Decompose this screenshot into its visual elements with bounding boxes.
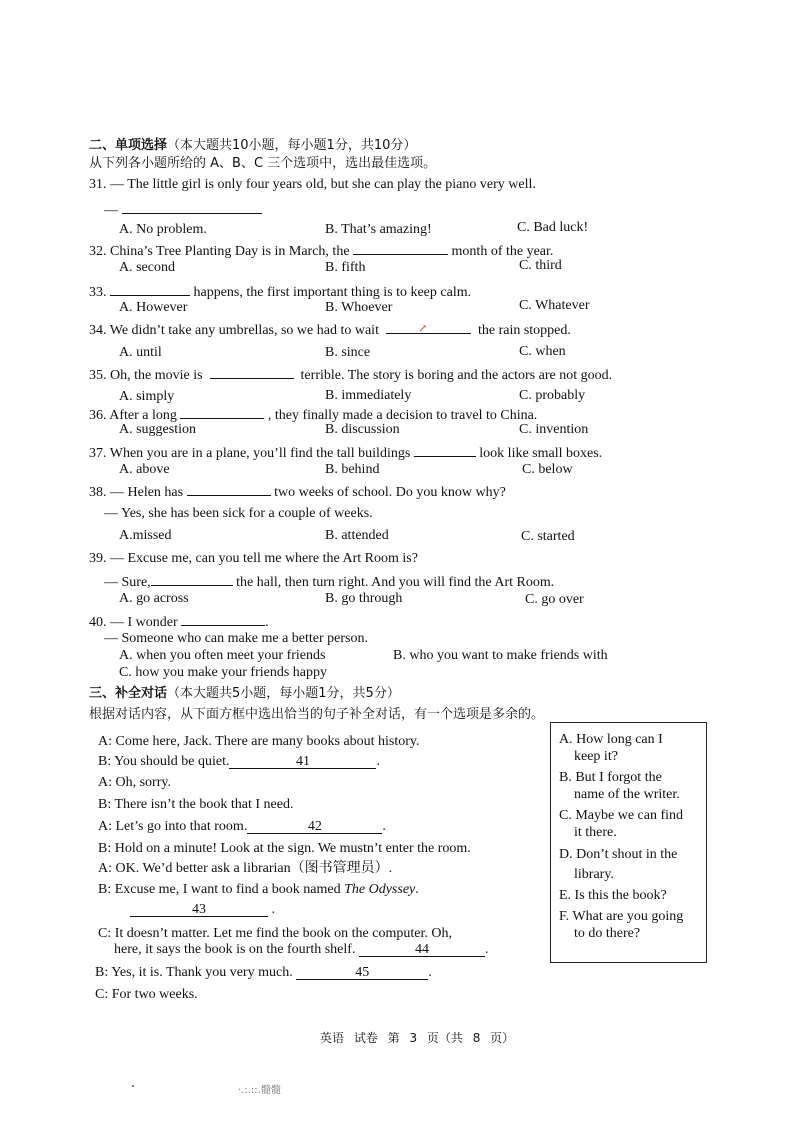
blank-43: 43 xyxy=(130,903,268,917)
section2-title-bold: 二、单项选择 xyxy=(89,138,168,153)
dialogue-line-7: A: OK. We’d better ask a librarian（图书管理员）. xyxy=(98,861,393,876)
q38-option-b: B. attended xyxy=(325,528,389,543)
q39-reply: — Sure, the hall, then turn right. And you will find the Art Room. xyxy=(104,572,554,591)
q32-option-b: B. fifth xyxy=(325,260,366,275)
q34-option-c: C. when xyxy=(519,344,566,359)
dialogue-line-6: B: Hold on a minute! Look at the sign. We mustn’t enter the room. xyxy=(98,841,471,856)
q37-blank xyxy=(414,443,476,457)
section2-title xyxy=(89,137,416,154)
blank-44: 44 xyxy=(359,943,485,957)
option-d: D. Don’t shout in the library. xyxy=(559,847,678,882)
dialogue-line-4: B: There isn’t the book that I need. xyxy=(98,797,294,812)
blank-41: 41 xyxy=(229,755,376,769)
q31-option-b: B. That’s amazing! xyxy=(325,222,432,237)
option-e: E. Is this the book? xyxy=(559,888,667,903)
q34-blank xyxy=(386,320,471,334)
q31-option-c: C. Bad luck! xyxy=(517,220,589,235)
blank-42: 42 xyxy=(247,820,382,834)
dialogue-line-5: A: Let’s go into that room. 42 . xyxy=(98,819,386,834)
q34-option-a: A. until xyxy=(119,345,162,360)
dialogue-line-3: A: Oh, sorry. xyxy=(98,775,171,790)
q40-option-c: C. how you make your friends happy xyxy=(119,665,328,680)
q36-option-c: C. invention xyxy=(519,422,589,437)
q36-option-a: A. suggestion xyxy=(119,422,196,437)
q36-blank xyxy=(180,405,264,419)
section3-title-rest: （本大题共5小题，每小题1分，共5分） xyxy=(167,686,400,701)
q35-option-c: C. probably xyxy=(519,388,586,403)
q38-reply: — Yes, she has been sick for a couple of weeks. xyxy=(104,506,373,521)
section3-title-bold: 三、补全对话 xyxy=(89,686,168,701)
section3-instruction: 根据对话内容，从下面方框中选出恰当的句子补全对话，有一个选项是多余的。 xyxy=(89,707,545,722)
dialogue-line-13: C: For two weeks. xyxy=(95,987,198,1002)
q37-option-c: C. below xyxy=(522,462,573,477)
q33-blank xyxy=(110,282,190,296)
q40-option-b: B. who you want to make friends with xyxy=(393,648,608,663)
q31-blank xyxy=(122,200,262,214)
blank-45: 45 xyxy=(296,966,428,980)
q35-blank xyxy=(210,365,294,379)
dialogue-line-2: B: You should be quiet. 41 . xyxy=(98,754,380,769)
q39-blank xyxy=(151,572,233,586)
q32-option-a: A. second xyxy=(119,260,175,275)
q39-option-b: B. go through xyxy=(325,591,403,606)
scan-stamp: ·.:.::.髓髓 xyxy=(238,1085,281,1096)
option-a: A. How long can I keep it? xyxy=(559,732,663,764)
dialogue-line-1: A: Come here, Jack. There are many books about history. xyxy=(98,734,420,749)
option-b: B. But I forgot the name of the writer. xyxy=(559,770,680,802)
q33-option-a: A. However xyxy=(119,300,188,315)
dialogue-line-8: B: Excuse me, I want to find a book named The Odyssey. xyxy=(98,882,419,897)
q40-option-a: A. when you often meet your friends xyxy=(119,648,326,663)
q38-option-a: A.missed xyxy=(119,528,172,543)
q33-stem: 33. happens, the first important thing is to keep calm. xyxy=(89,282,471,301)
q38-blank xyxy=(187,482,271,496)
q35-stem: 35. Oh, the movie is terrible. The story is boring and the actors are not good. xyxy=(89,365,612,384)
option-f: F. What are you going to do there? xyxy=(559,909,684,941)
q35-option-b: B. immediately xyxy=(325,388,412,403)
dialogue-line-10: C: It doesn’t matter. Let me find the book on the computer. Oh, xyxy=(98,926,452,941)
q36-option-b: B. discussion xyxy=(325,422,400,437)
dialogue-line-9: 43 . xyxy=(130,901,275,918)
dialogue-line-11: here, it says the book is on the fourth shelf. 44 . xyxy=(114,942,489,957)
option-c: C. Maybe we can find it there. xyxy=(559,808,684,840)
pen-mark-icon: ↗ xyxy=(418,323,428,335)
q37-option-a: A. above xyxy=(119,462,170,477)
q37-option-b: B. behind xyxy=(325,462,380,477)
q40-reply: — Someone who can make me a better person. xyxy=(104,631,368,646)
section3-title xyxy=(89,685,400,702)
q39-option-a: A. go across xyxy=(119,591,189,606)
q40-stem: 40. — I wonder . xyxy=(89,612,269,631)
page-footer: 英语 试卷 第 3 页（共 8 页） xyxy=(320,1031,515,1045)
q37-stem: 37. When you are in a plane, you’ll find the tall buildings look like small boxes. xyxy=(89,443,602,462)
q40-blank xyxy=(181,612,265,626)
section2-instruction: 从下列各小题所给的 A、B、C 三个选项中，选出最佳选项。 xyxy=(89,156,437,171)
section2-title-rest: （本大题共10小题，每小题1分，共10分） xyxy=(167,138,417,153)
q33-option-b: B. Whoever xyxy=(325,300,393,315)
q31-option-a: A. No problem. xyxy=(119,222,207,237)
q38-stem: 38. — Helen has two weeks of school. Do you know why? xyxy=(89,482,506,501)
q32-blank xyxy=(353,241,448,255)
q31-stem: 31. — The little girl is only four years old, but she can play the piano very well. xyxy=(89,177,536,192)
scan-dot xyxy=(132,1085,134,1087)
q39-option-c: C. go over xyxy=(525,592,584,607)
options-box xyxy=(550,722,707,963)
q33-option-c: C. Whatever xyxy=(519,298,590,313)
q39-stem: 39. — Excuse me, can you tell me where the Art Room is? xyxy=(89,551,418,566)
q35-option-a: A. simply xyxy=(119,389,175,404)
q38-option-c: C. started xyxy=(521,529,575,544)
q36-stem: 36. After a long , they finally made a decision to travel to China. xyxy=(89,405,537,424)
q34-stem: 34. We didn’t take any umbrellas, so we had to wait the rain stopped. xyxy=(89,320,571,339)
dialogue-line-12: B: Yes, it is. Thank you very much. 45 . xyxy=(95,965,432,980)
q32-stem: 32. China’s Tree Planting Day is in March, the month of the year. xyxy=(89,241,553,260)
q31-answer-line: — xyxy=(104,200,262,219)
q34-option-b: B. since xyxy=(325,345,371,360)
q32-option-c: C. third xyxy=(519,258,562,273)
